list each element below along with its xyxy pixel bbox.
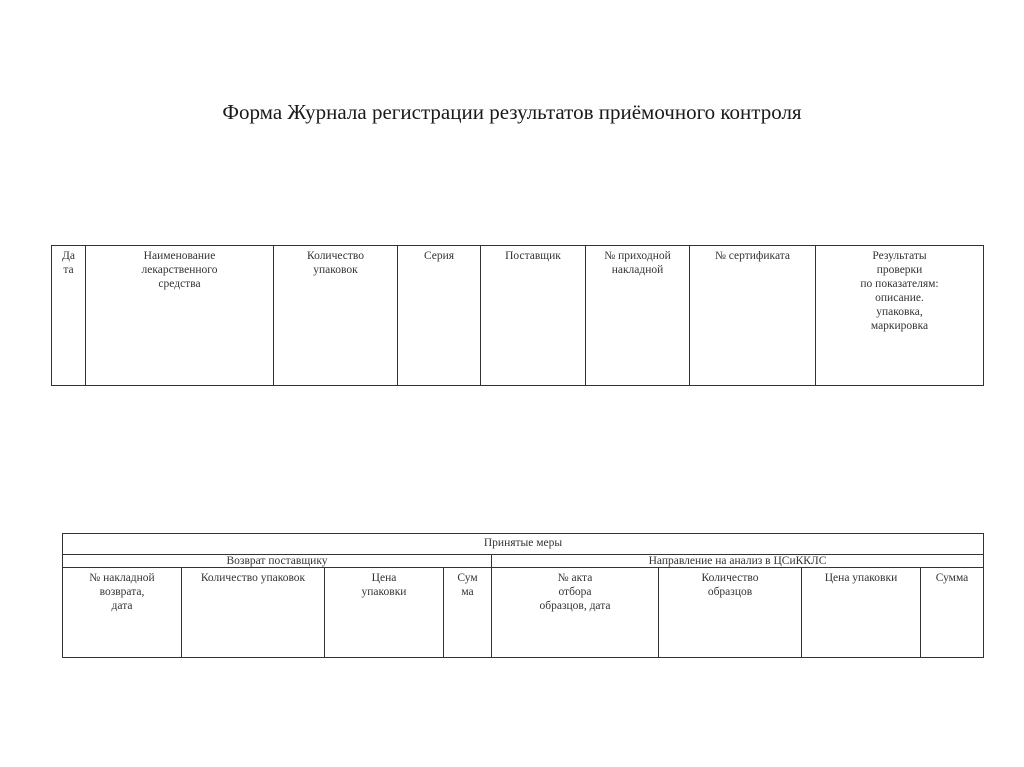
group-return-to-supplier: Возврат поставщику: [63, 555, 492, 568]
header-drug-name: Наименование лекарственного средства: [86, 246, 274, 386]
header-date: Да та: [52, 246, 86, 386]
header-analysis-package-price: Цена упаковки: [802, 568, 921, 658]
header-sampling-act: № акта отбора образцов, дата: [492, 568, 659, 658]
page-title: Форма Журнала регистрации результатов приёмочного контроля: [222, 100, 802, 124]
measures-table: [62, 533, 984, 658]
header-package-count: Количество упаковок: [274, 246, 398, 386]
header-certificate-number: № сертификата: [690, 246, 816, 386]
group-send-for-analysis: Направление на анализ в ЦСиККЛС: [492, 555, 984, 568]
header-return-invoice: № накладной возврата, дата: [63, 568, 182, 658]
header-check-results: Результаты проверки по показателям: описание. упаковка, маркировка: [816, 246, 984, 386]
registration-table: [51, 245, 984, 386]
header-supplier: Поставщик: [481, 246, 586, 386]
header-return-sum: Сум ма: [444, 568, 492, 658]
header-series: Серия: [398, 246, 481, 386]
header-analysis-sum: Сумма: [921, 568, 984, 658]
header-sample-count: Количество образцов: [659, 568, 802, 658]
measures-title: Принятые меры: [63, 534, 984, 555]
header-return-package-price: Цена упаковки: [325, 568, 444, 658]
header-return-package-count: Количество упаковок: [182, 568, 325, 658]
header-invoice-number: № приходной накладной: [586, 246, 690, 386]
